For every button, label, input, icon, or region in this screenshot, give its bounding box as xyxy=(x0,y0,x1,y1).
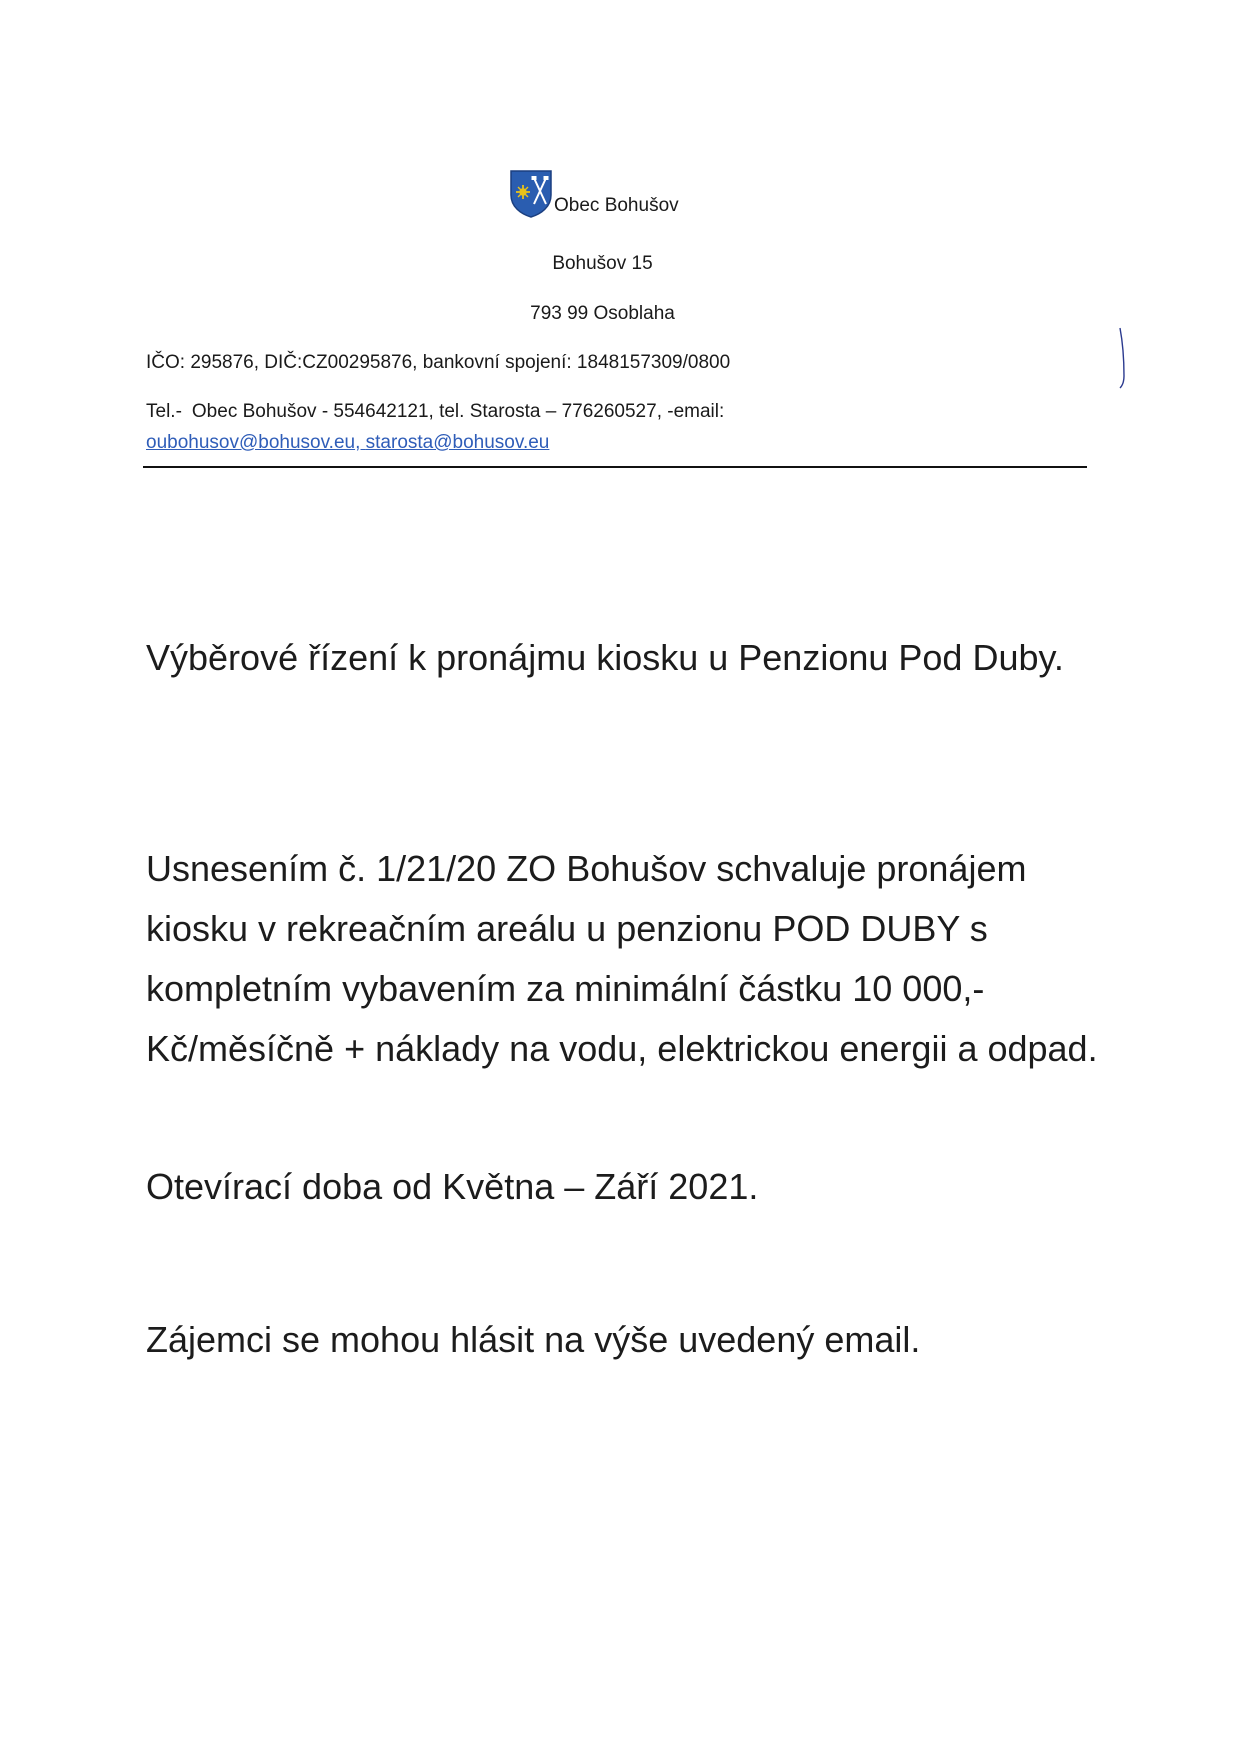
org-name: Obec Bohušov xyxy=(554,195,679,216)
coat-of-arms-icon xyxy=(508,168,554,218)
address-street: Bohušov 15 xyxy=(552,253,653,274)
registration-ids: IČO: 295876, DIČ:CZ00295876, bankovní spojení: 1848157309/0800 xyxy=(146,352,731,373)
email-separator: , xyxy=(355,432,366,453)
email-link-mayor[interactable]: starosta@bohusov.eu xyxy=(365,432,550,453)
header-divider xyxy=(143,466,1087,468)
document-heading: Výběrové řízení k pronájmu kiosku u Penzionu Pod Duby. xyxy=(146,637,1064,678)
resolution-paragraph: Usnesením č. 1/21/20 ZO Bohušov schvaluje pronájem kiosku v rekreačním areálu u penzionu POD DUBY s kompletním vybavením za minimální částku 10 000,-Kč/měsíčně + náklady na vodu, elektrickou energii a odpad. xyxy=(146,848,1098,1069)
opening-hours-paragraph: Otevírací doba od Května – Září 2021. xyxy=(146,1166,759,1207)
contact-phones xyxy=(146,401,724,423)
email-link-office[interactable]: oubohusov@bohusov.eu xyxy=(146,432,356,453)
contact-emails xyxy=(146,432,549,454)
contact-details: Obec Bohušov - 554642121, tel. Starosta – 776260527, -email: xyxy=(191,401,725,422)
address-postal: 793 99 Osoblaha xyxy=(530,303,675,324)
margin-pen-mark xyxy=(1118,326,1126,390)
contact-prefix: Tel.- xyxy=(146,401,182,422)
call-to-action-paragraph: Zájemci se mohou hlásit na výše uvedený email. xyxy=(146,1319,921,1360)
